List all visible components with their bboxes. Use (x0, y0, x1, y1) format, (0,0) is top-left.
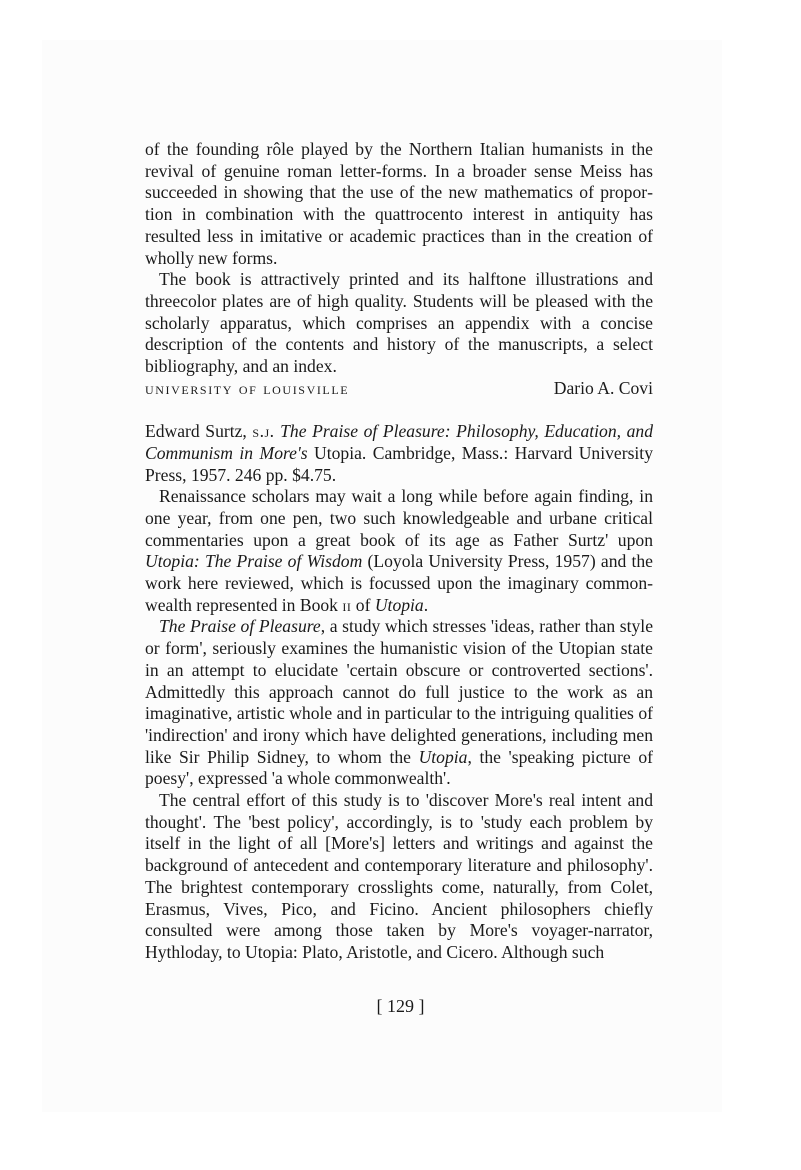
text-run-italic: Utopia: The Praise of Wisdom (145, 551, 363, 572)
paragraph-intro (145, 486, 653, 616)
citation-author-suffix: s.j. (252, 421, 275, 442)
review-signature (145, 378, 653, 400)
citation-title: The Praise of Pleasure: Philosophy, Education, and Communism in More's (145, 421, 653, 463)
page-number: [ 129 ] (376, 996, 425, 1016)
text-run: , a study which stresses 'ideas, rather than style or form', seriously examines the humanistic vision of the Utopian state in an attempt to elucidate 'certain obscure or controverted sections'. Admittedly this approach cannot do full justice to the work as an imaginative, artistic whole and in particular to the intriguing qualities of 'indirection' and irony which have delighted generations, including men like Sir Philip Sidney, to whom the (145, 616, 654, 767)
reviewer-affiliation: university of louisville (145, 378, 350, 398)
citation-publication: Utopia. Cambridge, Mass.: Harvard University Press, 1957. 246 pp. $4.75. (145, 442, 653, 485)
section-gap (145, 399, 653, 421)
paragraph-book-quality: The book is attractively printed and its halftone illustrations and threecolor plates are of high quality. Students will be pleased with the scholarly apparatus, which comprises an appendix with a concise description of the contents and history of the manuscripts, a select bibliography, and an index. (145, 269, 653, 377)
review-citation (145, 421, 653, 486)
citation-author: Edward Surtz, (145, 421, 253, 442)
text-run-italic: Utopia (374, 594, 424, 615)
text-run-italic: Utopia (418, 746, 468, 767)
text-run: (Loyola University Press, 1957) and the work here reviewed, which is focussed upon the imaginary commonwealth represented in Book (145, 551, 653, 615)
text-run-smallcaps: ii (342, 594, 352, 615)
text-run: . (423, 594, 429, 615)
text-run: of (351, 594, 375, 615)
body-text (145, 139, 653, 964)
reviewer-name: Dario A. Covi (553, 377, 653, 398)
paragraph-central-effort: The central effort of this study is to 'discover More's real intent and thought'. The 'best policy', accordingly, is to 'study each problem by itself in the light of all [More's] letters and writings and against the background of antecedent and contemporary literature and philosophy'. The brightest contemporary crosslights come, naturally, from Colet, Erasmus, Vives, Pico, and Ficino. Ancient philosophers chiefly consulted were among those taken by More's voyager-narrator, Hythloday, to Utopia: Plato, Aristotle, and Cicero. Although such (145, 790, 653, 962)
paragraph-study-approach (145, 616, 653, 790)
text-run-italic: The Praise of Pleasure (159, 616, 321, 637)
paragraph-continued: of the founding rôle played by the Northern Italian humanists in the revival of genuine roman letter-forms. In a broader sense Meiss has succeeded in showing that the use of the new mathematics of proportion in combination with the quattrocento interest in antiquity has resulted less in imitative or academic practices than in the creation of wholly new forms. (145, 139, 653, 268)
text-run: Renaissance scholars may wait a long while before again finding, in one year, from one pen, two such knowledgeable and urbane critical commentaries upon a great book of its age as Father Surtz' upon (145, 486, 653, 550)
text-run: , the 'speaking picture of poesy', expressed 'a whole commonwealth'. (145, 746, 654, 789)
